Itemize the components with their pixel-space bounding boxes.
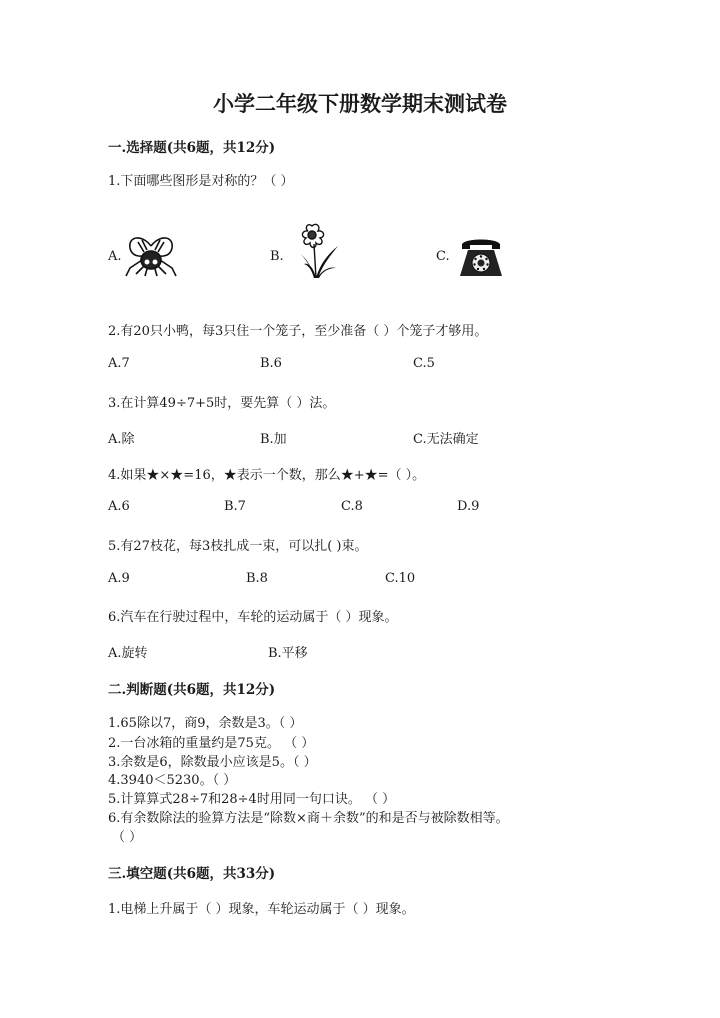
option-label: C.: [436, 249, 450, 264]
question-text: 2.有20只小鸭，每3只住一个笼子，至少准备（ ）个笼子才够用。: [108, 324, 488, 339]
list-item: 2.一台冰箱的重量约是75克。 （ ）: [108, 736, 315, 751]
option-label: A.旋转: [108, 646, 148, 661]
question-text: 3.在计算49÷7+5时，要先算（ ）法。: [108, 396, 336, 411]
list-item: 1.65除以7，商9，余数是3。（ ）: [108, 716, 303, 731]
option-label: A.7: [108, 356, 130, 371]
option-label: A.: [108, 249, 122, 264]
list-item: 6.有余数除法的验算方法是“除数×商＋余数”的和是否与被除数相等。: [108, 811, 509, 826]
section-heading-fill-blank: 三.填空题(共6题，共33分): [108, 866, 276, 882]
option-label: B.7: [224, 499, 246, 514]
daffodil-icon: [290, 222, 346, 280]
option-label: B.平移: [268, 646, 308, 661]
option-label: B.6: [260, 356, 282, 371]
list-item: 3.余数是6，除数最小应该是5。（ ）: [108, 755, 317, 770]
question-text: 5.有27枝花，每3枝扎成一束，可以扎( )束。: [108, 539, 368, 554]
fly-icon: [120, 232, 182, 278]
option-label: C.10: [385, 571, 416, 586]
section-heading-choice: 一.选择题(共6题，共12分): [108, 140, 276, 156]
list-item: 4.3940＜5230。（ ）: [108, 773, 237, 788]
list-item: 5.计算算式28÷7和28÷4时用同一句口诀。 （ ）: [108, 792, 396, 807]
option-label: A.6: [108, 499, 130, 514]
option-label: C.8: [341, 499, 363, 514]
question-text: 4.如果★×★=16，★表示一个数，那么★+★=（ ）。: [108, 468, 426, 483]
option-label: A.9: [108, 571, 130, 586]
question-text: 6.汽车在行驶过程中，车轮的运动属于（ ）现象。: [108, 610, 398, 625]
option-label: C.5: [413, 356, 435, 371]
telephone-icon: [456, 236, 506, 280]
option-label: B.: [270, 249, 284, 264]
option-label: C.无法确定: [413, 432, 479, 447]
section-heading-judgement: 二.判断题(共6题，共12分): [108, 682, 276, 698]
option-label: D.9: [457, 499, 480, 514]
list-item: 1.电梯上升属于（ ）现象，车轮运动属于（ ）现象。: [108, 902, 415, 917]
option-label: B.8: [246, 571, 268, 586]
question-text: 1.下面哪些图形是对称的？（ ）: [108, 174, 294, 189]
option-label: B.加: [260, 432, 287, 447]
page-title: 小学二年级下册数学期末测试卷: [213, 91, 507, 116]
option-label: A.除: [108, 432, 135, 447]
list-item: （ ）: [112, 830, 143, 845]
